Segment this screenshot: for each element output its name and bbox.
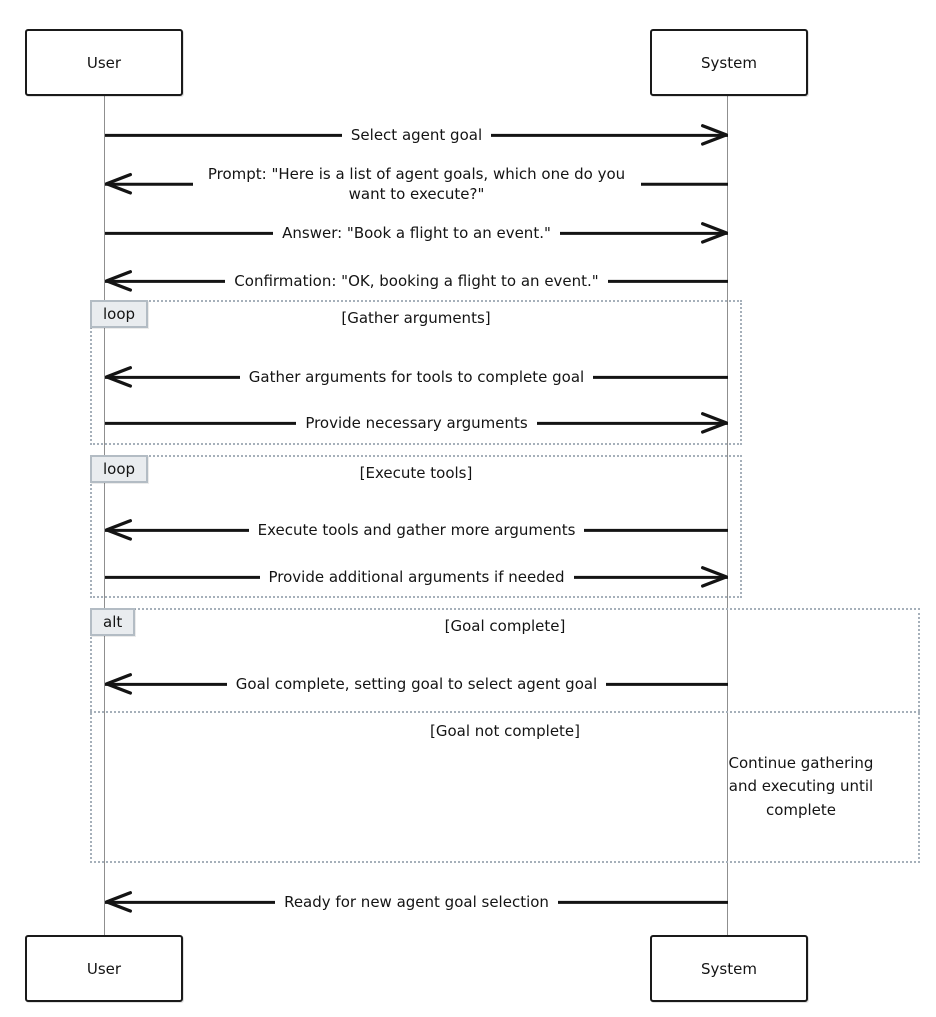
actor-box-user-top — [25, 29, 183, 96]
message-line — [608, 280, 728, 283]
arrowhead-right-icon — [699, 122, 730, 148]
actor-box-user-bottom — [25, 935, 183, 1002]
message-label: Confirmation: "OK, booking a flight to an event." — [225, 271, 607, 291]
arrowhead-right-icon — [699, 410, 730, 436]
message-line — [606, 683, 728, 686]
alt-frame-goal-complete — [90, 608, 920, 863]
note-continue-gathering — [712, 752, 890, 822]
loop-badge: loop — [90, 300, 148, 328]
message-line — [105, 134, 342, 137]
arrowhead-right-icon — [699, 220, 730, 246]
message-label: Gather arguments for tools to complete goal — [240, 367, 593, 387]
arrowhead-left-icon — [103, 364, 134, 390]
alt-badge: alt — [90, 608, 135, 636]
message-line — [105, 232, 273, 235]
message-label: Execute tools and gather more arguments — [249, 520, 585, 540]
message-line — [491, 134, 728, 137]
alt-title: [Goal complete] — [444, 617, 566, 635]
actor-label: System — [701, 53, 757, 72]
message-line — [593, 376, 728, 379]
note-line: Continue gathering — [728, 754, 874, 772]
loop-badge: loop — [90, 455, 148, 483]
alt-divider — [90, 711, 920, 713]
message-line — [641, 183, 729, 186]
message-line — [105, 576, 260, 579]
arrowhead-left-icon — [103, 268, 134, 294]
actor-label: User — [86, 959, 122, 978]
message-confirmation-booking — [105, 271, 728, 291]
message-label: Select agent goal — [342, 125, 491, 145]
actor-box-system-bottom — [650, 935, 808, 1002]
message-label: Answer: "Book a flight to an event." — [273, 223, 560, 243]
actor-label: User — [86, 53, 122, 72]
arrowhead-left-icon — [103, 889, 134, 915]
message-provide-additional-arguments — [105, 567, 728, 587]
message-line — [105, 422, 296, 425]
actor-label: System — [701, 959, 757, 978]
loop-title: [Gather arguments] — [341, 309, 491, 327]
actor-box-system-top — [650, 29, 808, 96]
message-answer-book-flight — [105, 223, 728, 243]
message-label: Prompt: "Here is a list of agent goals, which one do you want to execute?" — [193, 164, 641, 205]
message-line — [584, 529, 728, 532]
message-select-agent-goal — [105, 125, 728, 145]
message-label: Provide necessary arguments — [296, 413, 536, 433]
message-gather-arguments — [105, 367, 728, 387]
message-label: Provide additional arguments if needed — [260, 567, 574, 587]
message-execute-tools — [105, 520, 728, 540]
note-line: complete — [765, 800, 837, 819]
arrowhead-left-icon — [103, 171, 134, 197]
arrowhead-left-icon — [103, 517, 134, 543]
alt-else-title: [Goal not complete] — [429, 722, 581, 740]
message-label: Ready for new agent goal selection — [275, 892, 558, 912]
message-line — [558, 901, 728, 904]
message-ready-for-new-goal — [105, 892, 728, 912]
message-provide-necessary-arguments — [105, 413, 728, 433]
loop-title: [Execute tools] — [359, 464, 473, 482]
arrowhead-right-icon — [699, 564, 730, 590]
message-label: Goal complete, setting goal to select agent goal — [227, 674, 606, 694]
arrowhead-left-icon — [103, 671, 134, 697]
message-goal-complete — [105, 674, 728, 694]
note-line: and executing until — [728, 777, 874, 796]
message-prompt-goals — [105, 164, 728, 205]
